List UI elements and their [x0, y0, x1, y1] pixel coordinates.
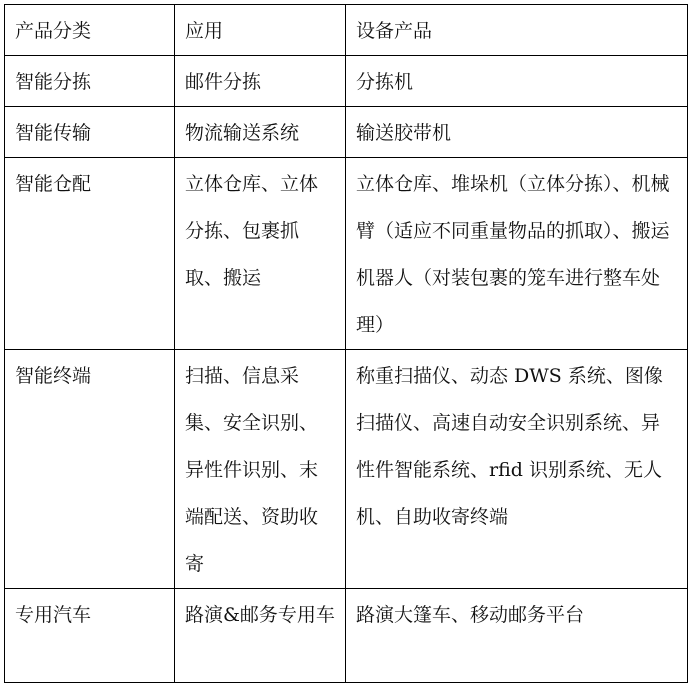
table-row	[5, 589, 688, 683]
cell-category: 专用汽车	[5, 589, 175, 683]
header-application: 应用	[175, 5, 346, 56]
table-row	[5, 158, 688, 350]
cell-equipment: 称重扫描仪、动态 DWS 系统、图像扫描仪、高速自动安全识别系统、异性件智能系统、rfid 识别系统、无人机、自助收寄终端	[346, 350, 688, 589]
cell-category: 智能分拣	[5, 56, 175, 107]
cell-category: 智能传输	[5, 107, 175, 158]
cell-equipment: 路演大篷车、移动邮务平台	[346, 589, 688, 683]
cell-application: 邮件分拣	[175, 56, 346, 107]
cell-application: 物流输送系统	[175, 107, 346, 158]
cell-application: 立体仓库、立体分拣、包裹抓取、搬运	[175, 158, 346, 350]
table-row	[5, 56, 688, 107]
product-table	[4, 4, 688, 683]
table-header-row	[5, 5, 688, 56]
cell-equipment: 立体仓库、堆垛机（立体分拣）、机械臂（适应不同重量物品的抓取）、搬运机器人（对装包裹的笼车进行整车处理）	[346, 158, 688, 350]
cell-equipment: 输送胶带机	[346, 107, 688, 158]
table-row	[5, 107, 688, 158]
cell-application: 路演&邮务专用车	[175, 589, 346, 683]
table-row	[5, 350, 688, 589]
cell-category: 智能仓配	[5, 158, 175, 350]
cell-application: 扫描、信息采集、安全识别、异性件识别、末端配送、资助收寄	[175, 350, 346, 589]
header-category: 产品分类	[5, 5, 175, 56]
cell-category: 智能终端	[5, 350, 175, 589]
header-equipment: 设备产品	[346, 5, 688, 56]
cell-equipment: 分拣机	[346, 56, 688, 107]
